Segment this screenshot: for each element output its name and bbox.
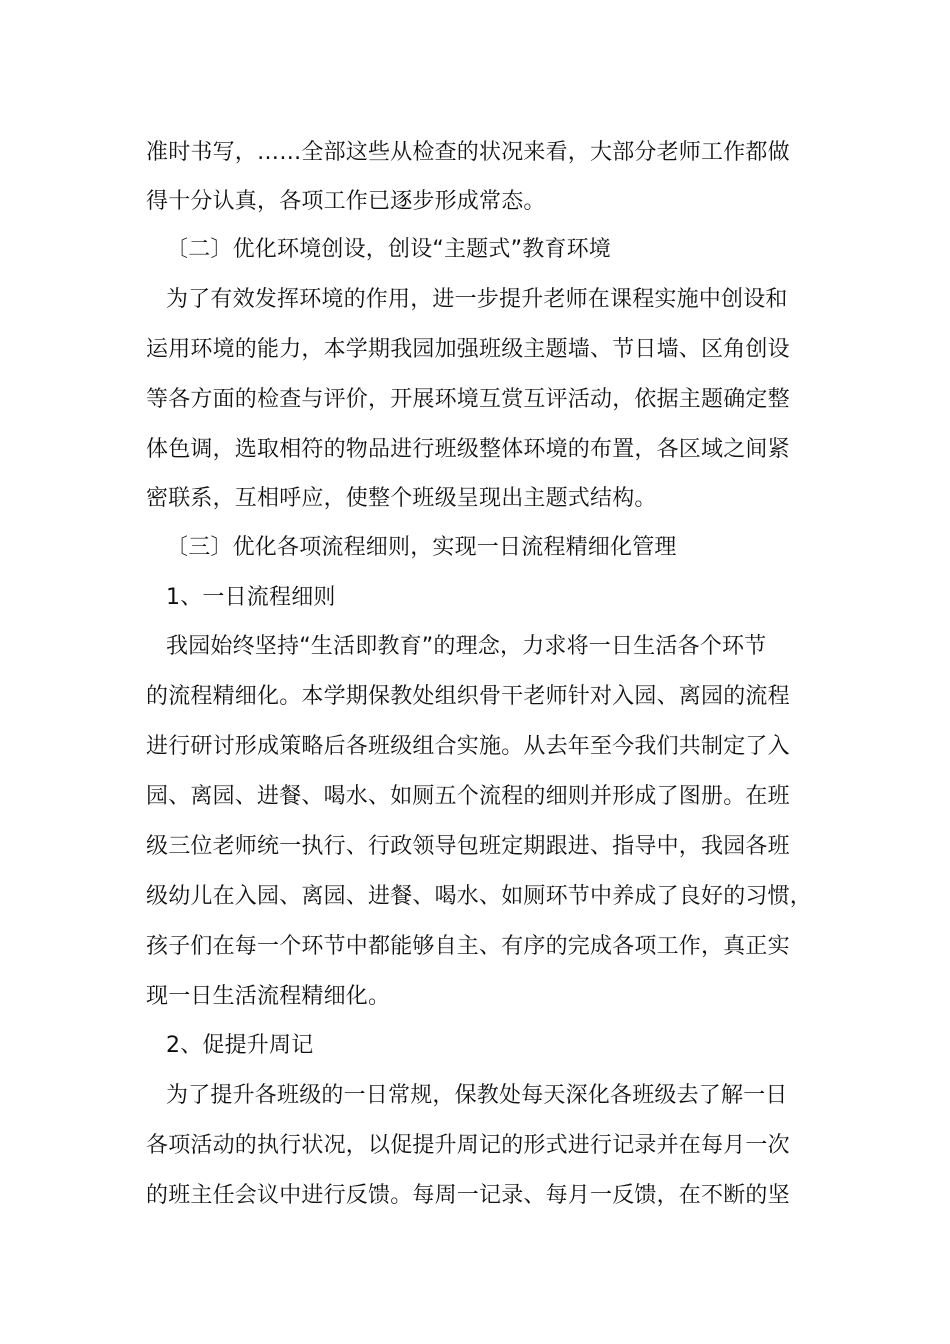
text-line: 为了有效发挥环境的作用，进一步提升老师在课程实施中创设和 bbox=[166, 287, 788, 312]
text-line: 得十分认真，各项工作已逐步形成常态。 bbox=[146, 189, 546, 214]
text-line: 级幼儿在入园、离园、进餐、喝水、如厕环节中养成了良好的习惯， bbox=[146, 884, 813, 909]
text-line: 的班主任会议中进行反馈。每周一记录、每月一反馈，在不断的坚 bbox=[146, 1183, 790, 1208]
section-heading: 〔二〕优化环境创设，创设“主题式”教育环境 bbox=[166, 237, 611, 262]
section-heading: 〔三〕优化各项流程细则，实现一日流程精细化管理 bbox=[166, 535, 677, 560]
text-line: 现一日生活流程精细化。 bbox=[146, 984, 391, 1009]
text-line: 体色调，选取相符的物品进行班级整体环境的布置，各区域之间紧 bbox=[146, 437, 790, 462]
text-line: 我园始终坚持“生活即教育”的理念，力求将一日生活各个环节 bbox=[166, 634, 767, 659]
text-line: 为了提升各班级的一日常规，保教处每天深化各班级去了解一日 bbox=[166, 1083, 788, 1108]
text-line: 运用环境的能力，本学期我园加强班级主题墙、节日墙、区角创设 bbox=[146, 337, 790, 362]
text-line: 等各方面的检查与评价，开展环境互赏互评活动，依据主题确定整 bbox=[146, 387, 790, 412]
subsection-heading: 2、促提升周记 bbox=[166, 1033, 314, 1058]
text-line: 各项活动的执行状况，以促提升周记的形式进行记录并在每月一次 bbox=[146, 1133, 790, 1158]
text-line: 准时书写，……全部这些从检查的状况来看，大部分老师工作都做 bbox=[146, 140, 790, 165]
text-line: 园、离园、进餐、喝水、如厕五个流程的细则并形成了图册。在班 bbox=[146, 784, 790, 809]
text-line: 孩子们在每一个环节中都能够自主、有序的完成各项工作，真正实 bbox=[146, 934, 790, 959]
text-line: 密联系，互相呼应，使整个班级呈现出主题式结构。 bbox=[146, 486, 657, 511]
text-line: 的流程精细化。本学期保教处组织骨干老师针对入园、离园的流程 bbox=[146, 684, 790, 709]
subsection-heading: 1、一日流程细则 bbox=[166, 585, 336, 610]
text-line: 进行研讨形成策略后各班级组合实施。从去年至今我们共制定了入 bbox=[146, 734, 790, 759]
text-line: 级三位老师统一执行、行政领导包班定期跟进、指导中，我园各班 bbox=[146, 834, 790, 859]
